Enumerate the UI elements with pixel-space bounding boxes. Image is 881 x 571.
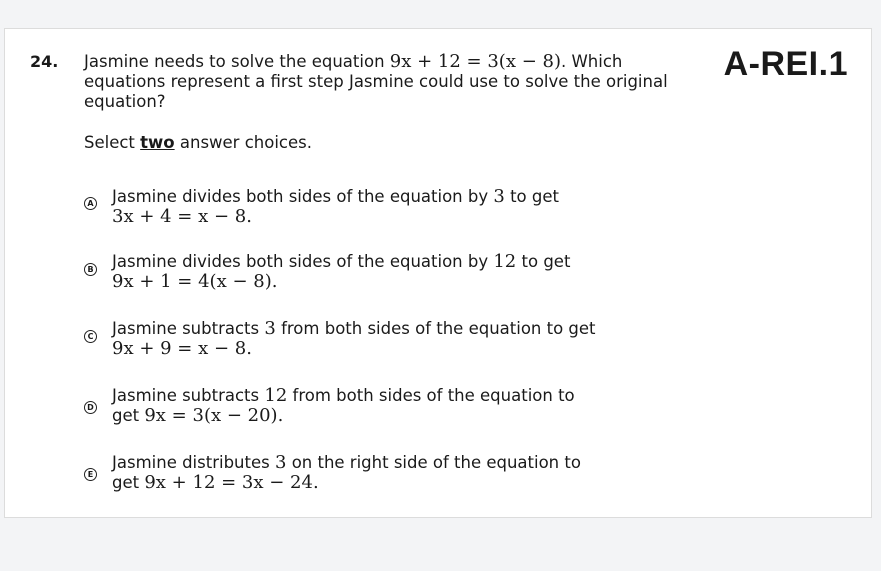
option-b-bubble[interactable]: B [84,263,97,276]
instruction-post: answer choices. [179,133,312,152]
option-e-post: on the right side of the equation to [291,453,581,472]
option-a-bubble[interactable]: A [84,197,97,210]
question-card [4,28,872,518]
stem-text-pre: Jasmine needs to solve the equation [84,52,385,71]
option-c-num: 3 [264,318,276,339]
question-number: 24. [30,52,59,71]
option-a-equation: 3x + 4 = x − 8 [112,206,247,227]
option-b-num: 12 [493,251,517,272]
option-d-text [112,386,672,426]
option-c-bubble[interactable]: C [84,330,97,343]
instruction-pre: Select [84,133,135,152]
option-b-text [112,252,672,292]
option-d-equation: 9x = 3(x − 20) [144,405,278,426]
option-a-end: . [246,206,252,227]
option-a-pre: Jasmine divides both sides of the equation by [112,187,489,206]
option-e-equation: 9x + 12 = 3x − 24 [144,472,313,493]
option-d-pre: Jasmine subtracts [112,386,260,405]
option-a-num: 3 [493,186,505,207]
option-d-num: 12 [264,385,288,406]
option-e-end: . [312,472,319,493]
option-c-text [112,319,672,359]
standard-code: A-REI.1 [723,45,848,83]
option-d-bubble[interactable]: D [84,401,97,414]
option-b-post: to get [521,252,571,271]
option-e-bubble[interactable]: E [84,468,97,481]
option-c-equation: 9x + 9 = x − 8 [112,338,247,359]
option-c-post: from both sides of the equation to get [281,319,596,338]
option-b-equation: 9x + 1 = 4(x − 8) [112,271,272,292]
option-e-pre: Jasmine distributes [112,453,270,472]
question-stem [84,52,684,112]
instruction [84,133,312,152]
option-d-line2-pre: get [112,406,140,425]
instruction-emphasis: two [140,133,175,152]
option-c-end: . [246,338,252,359]
stem-text-post: . Which [560,52,623,71]
option-e-line2-pre: get [112,473,140,492]
option-b-pre: Jasmine divides both sides of the equation by [112,252,489,271]
option-e-num: 3 [274,452,287,473]
option-a-text [112,187,672,227]
option-a-post: to get [510,187,559,206]
stem-text-rest: equations represent a first step Jasmine could use to solve the original equation? [84,72,668,111]
stem-equation: 9x + 12 = 3(x − 8) [389,51,561,72]
option-b-end: . [271,271,278,292]
option-d-post: from both sides of the equation to [292,386,575,405]
option-c-pre: Jasmine subtracts [112,319,260,338]
option-d-end: . [277,405,284,426]
option-e-text [112,453,672,493]
